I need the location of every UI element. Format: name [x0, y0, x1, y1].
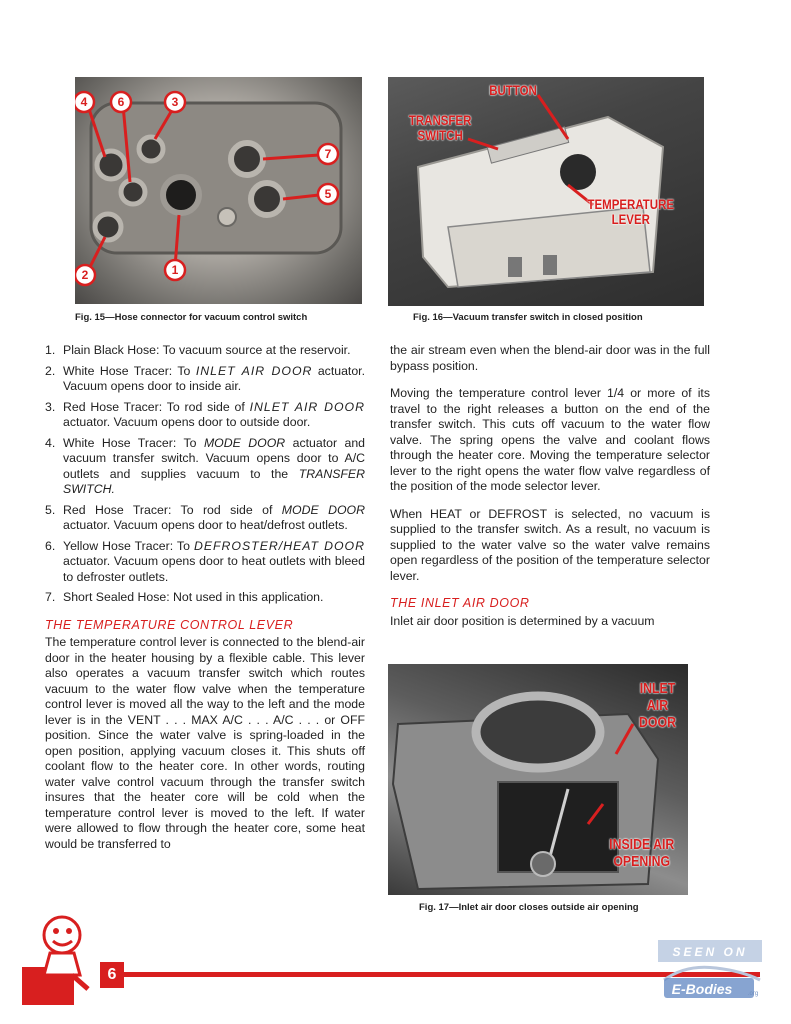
callout-hose-7: 7	[324, 147, 332, 161]
section-heading-temperature-lever: THE TEMPERATURE CONTROL LEVER	[45, 617, 294, 632]
callout-hose-2: 2	[81, 268, 89, 282]
seen-on-watermark	[656, 938, 766, 1000]
list-item: 4. White Hose Tracer: To MODE DOOR actuator and vacuum transfer switch. Vacuum opens door to A/C outlets and supplies vacuum to the TRANSFER SWITCH.	[45, 435, 365, 496]
figure-16-caption: Fig. 16—Vacuum transfer switch in closed position	[413, 312, 643, 323]
figure-17-photo	[388, 664, 688, 895]
page-number: 6	[100, 962, 124, 988]
callout-hose-5: 5	[324, 187, 332, 201]
hose-connector-illustration	[75, 77, 362, 304]
paragraph: When HEAT or DEFROST is selected, no vacuum is supplied to the transfer switch. As a result, no vacuum is supplied to the water valve so the water valve remains open regardless of the position of the temperature selector lever.	[390, 506, 710, 583]
hose-list	[45, 343, 365, 606]
left-text-column	[45, 343, 365, 864]
watermark-line2: E-Bodies	[671, 981, 733, 997]
inlet-door-paragraph: Inlet air door position is determined by a vacuum	[390, 613, 655, 628]
callout-hose-6: 6	[117, 95, 125, 109]
figure-16-photo	[388, 77, 704, 306]
list-item: 7. Short Sealed Hose: Not used in this application.	[45, 590, 324, 604]
label-button: BUTTON	[489, 82, 537, 98]
temperature-lever-paragraph: The temperature control lever is connected to the blend-air door in the heater housing by a flexible cable. This lever also operates a vacuum transfer switch which routes vacuum to the water flow valve when the temperature control lever is moved all the way to the left and the mode lever is in the VENT . . . MAX A/C . . . A/C . . . or OFF position. Since the water valve is spring-loaded in the open position, applying vacuum closes it. This shuts off coolant flow to the heater core. In other words, routing water valve control vacuum through the transfer switch insures that the heater core will be cold when the temperature control lever is moved to the left. If water were allowed to flow through the heater core, some heat would be transferred to	[45, 635, 365, 851]
paragraph: Moving the temperature control lever 1/4 or more of its travel to the right releases a button on the end of the transfer switch. This cuts off vacuum to the water flow valve. The spring opens the valve and coolant flows through the heater core. Moving the temperature selector lever to the right opens the water flow valve regardless of the position of the mode selector lever.	[390, 386, 710, 493]
callout-hose-1: 1	[171, 263, 179, 277]
callout-hose-4: 4	[80, 95, 88, 109]
list-item: 6. Yellow Hose Tracer: To DEFROSTER/HEAT DOOR actuator. Vacuum opens door to heat outlets with bleed to defroster outlets.	[45, 538, 365, 584]
section-heading-inlet-air-door: THE INLET AIR DOOR	[390, 596, 530, 610]
label-transfer-switch: TRANSFER SWITCH	[408, 112, 472, 143]
label-temperature-lever: TEMPERATURE LEVER	[587, 196, 675, 227]
label-inlet-air-door: INLET AIR DOOR	[639, 680, 676, 731]
figure-15-photo	[75, 77, 362, 304]
callout-hose-3: 3	[171, 95, 179, 109]
watermark-line1: SEEN ON	[672, 945, 748, 959]
list-item: 1. Plain Black Hose: To vacuum source at the reservoir.	[45, 343, 351, 357]
figure-15-caption: Fig. 15—Hose connector for vacuum control switch	[75, 312, 308, 323]
watermark-suffix: .org	[747, 991, 759, 997]
label-inside-air-opening: INSIDE AIR OPENING	[609, 836, 675, 870]
list-item: 2. White Hose Tracer: To INLET AIR DOOR actuator. Vacuum opens door to inside air.	[45, 363, 365, 393]
paragraph: the air stream even when the blend-air door was in the full bypass position.	[390, 343, 710, 373]
figure-17-caption: Fig. 17—Inlet air door closes outside air opening	[419, 902, 639, 913]
right-text-column	[390, 343, 710, 641]
list-item: 5. Red Hose Tracer: To rod side of MODE DOOR actuator. Vacuum opens door to heat/defrost outlets.	[45, 502, 365, 532]
mascot-logo	[22, 915, 106, 1005]
list-item: 3. Red Hose Tracer: To rod side of INLET AIR DOOR actuator. Vacuum opens door to outside door.	[45, 399, 365, 429]
